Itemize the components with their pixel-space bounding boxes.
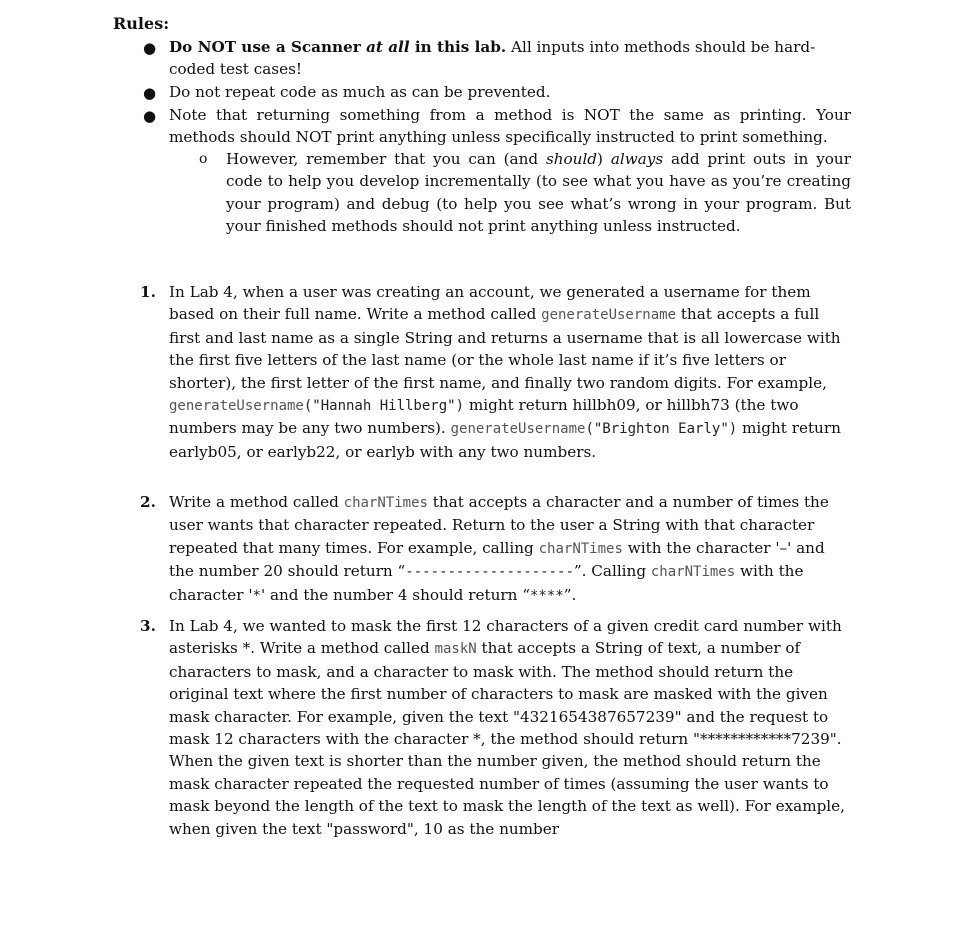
code-snippet: ("Brighton Early") xyxy=(585,421,738,438)
code-snippet: maskN xyxy=(434,641,477,658)
code-snippet: **** xyxy=(529,587,564,604)
problem-3-text: In Lab 4, we wanted to mask the first 12 characters of a given credit card number with asterisks *. Write a method called maskN that accepts a String of text, a number of characters to mask, and a character to mask with. The method should return the original text where the first number of characters to mask are masked with the given mask character. For example, given the text "4321654387657239" and the request to mask 12 characters with the character *, the method should return "************7239". When the given text is shorter than the number given, the method should return the mask character repeated the requested number of times (assuming the user wants to mask beyond the length of the text to mask the length of the text as well). For example, when given the text "password", 10 as the number xyxy=(169,617,845,838)
problem-2-text: Write a method called charNTimes that accepts a character and a number of times the user wants that character repeated. Return to the user a String with that character repeated that many times. For example, calling charNTimes with the character '–' and the number 20 should return “--------------------”. Calling charNTimes with the character '*' and the number 4 should return “****”. xyxy=(169,493,829,604)
rule-1-bold-italic: at all xyxy=(366,38,410,56)
problem-1-text: In Lab 4, when a user was creating an account, we generated a username for them based on their full name. Write a method called generateUsername that accepts a full first and last name as a single String and returns a username that is all lowercase with the first five letters of the last name (or the whole last name if it’s five letters or shorter), the first letter of the first name, and finally two random digits. For example, generateUsername("Hannah Hillberg") might return hillbh09, or hillbh73 (the two numbers may be any two numbers). generateUsername("Brighton Early") might return earlyb05, or earlyb22, or earlyb with any two numbers. xyxy=(169,283,841,461)
code-snippet: charNTimes xyxy=(343,495,428,511)
code-snippet: charNTimes xyxy=(538,540,623,557)
code-snippet: generateUsername xyxy=(169,398,304,415)
problem-number: 1. xyxy=(140,283,156,301)
rule-1-bold-b: in this lab. xyxy=(409,38,507,56)
problem-number: 2. xyxy=(140,493,156,511)
rule-1-bold-a: Do NOT use a Scanner xyxy=(169,38,367,56)
rule-item-2: Do not repeat code as much as can be prevented. xyxy=(169,83,551,101)
code-snippet: -------------------- xyxy=(405,564,574,581)
code-snippet: charNTimes xyxy=(650,564,736,581)
rule-item-3: Note that returning something from a method is NOT the same as printing. Your methods should NOT print anything unless specifically instructed to print something. xyxy=(169,106,851,147)
code-snippet: ("Hannah Hillberg") xyxy=(303,398,465,415)
rule-sub-item: However, remember that you can (and should) always add print outs in your code to help you develop incrementally (to see what you have as you’re creating your program) and debug (to help you see what’s wrong in your program. But your finished methods should not print anything unless instructed. xyxy=(226,150,851,236)
rule-item-1 xyxy=(169,36,851,81)
code-snippet: generateUsername xyxy=(450,421,586,438)
code-snippet: generateUsername xyxy=(541,307,676,324)
rules-heading: Rules: xyxy=(113,14,170,33)
bullet-marker: ● xyxy=(143,84,157,102)
rule-1-rest: All inputs into methods should be hard-coded test cases! xyxy=(169,38,816,79)
code-snippet: * xyxy=(252,587,261,604)
bullet-marker: ● xyxy=(143,39,157,57)
sub-bullet-marker: o xyxy=(199,151,208,167)
problem-number: 3. xyxy=(140,617,156,635)
bullet-marker: ● xyxy=(143,107,157,125)
